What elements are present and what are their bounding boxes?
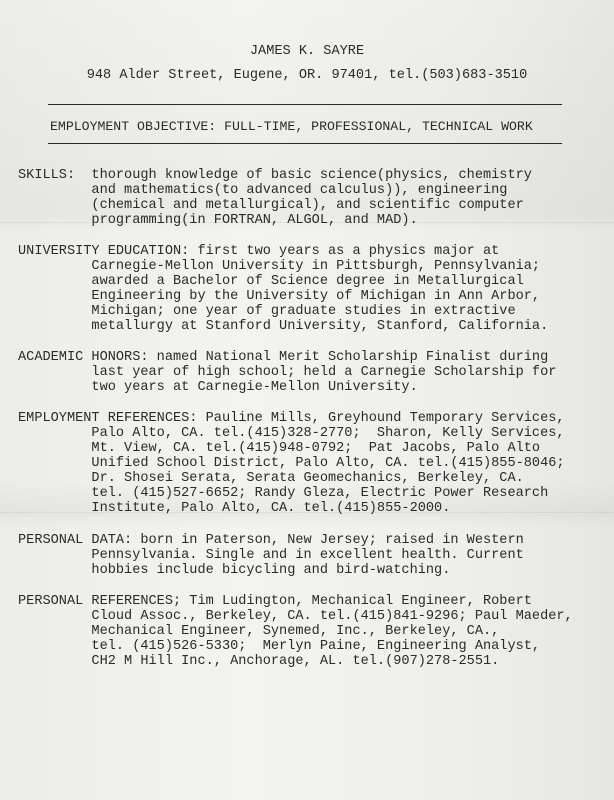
education-line: Carnegie-Mellon University in Pittsburgh, Pennsylvania; [18, 259, 541, 274]
education-line: metallurgy at Stanford University, Stanford, California. [18, 319, 549, 334]
personal-ref-line: PERSONAL REFERENCES; Tim Ludington, Mechanical Engineer, Robert [18, 594, 532, 609]
education-line: UNIVERSITY EDUCATION: first two years as a physics major at [18, 244, 500, 259]
skills-line: and mathematics(to advanced calculus)), engineering [18, 183, 508, 198]
education-line: awarded a Bachelor of Science degree in Metallurgical [18, 274, 524, 289]
applicant-name: JAMES K. SAYRE [249, 44, 365, 59]
honors-line: two years at Carnegie-Mellon University. [18, 380, 418, 395]
personal-ref-line: CH2 M Hill Inc., Anchorage, AL. tel.(907)278-2551. [18, 654, 500, 669]
employment-ref-line: Dr. Shosei Serata, Serata Geomechanics, Berkeley, CA. [18, 471, 524, 486]
personal-data-line: Pennsylvania. Single and in excellent health. Current [18, 548, 524, 563]
personal-ref-line: Cloud Assoc., Berkeley, CA. tel.(415)841-9296; Paul Maeder, [18, 609, 573, 624]
employment-ref-line: EMPLOYMENT REFERENCES: Pauline Mills, Greyhound Temporary Services, [18, 411, 565, 426]
applicant-address: 948 Alder Street, Eugene, OR. 97401, tel.(503)683-3510 [86, 68, 528, 83]
employment-ref-line: Mt. View, CA. tel.(415)948-0792; Pat Jacobs, Palo Alto [18, 441, 541, 456]
employment-ref-line: tel. (415)527-6652; Randy Gleza, Electric Power Research [18, 486, 549, 501]
employment-ref-line: Unified School District, Palo Alto, CA. tel.(415)855-8046; [18, 456, 565, 471]
personal-data-line: PERSONAL DATA: born in Paterson, New Jersey; raised in Western [18, 533, 524, 548]
honors-line: ACADEMIC HONORS: named National Merit Scholarship Finalist during [18, 350, 549, 365]
top-rule [48, 104, 562, 105]
skills-line: (chemical and metallurgical), and scientific computer [18, 198, 524, 213]
personal-data-line: hobbies include bicycling and bird-watching. [18, 563, 451, 578]
honors-line: last year of high school; held a Carnegie Scholarship for [18, 365, 557, 380]
employment-objective: EMPLOYMENT OBJECTIVE: FULL-TIME, PROFESSIONAL, TECHNICAL WORK [50, 119, 533, 134]
personal-ref-line: Mechanical Engineer, Synemed, Inc., Berkeley, CA., [18, 624, 500, 639]
employment-ref-line: Institute, Palo Alto, CA. tel.(415)855-2000. [18, 501, 451, 516]
personal-ref-line: tel. (415)526-5330; Merlyn Paine, Engineering Analyst, [18, 639, 541, 654]
skills-line: programming(in FORTRAN, ALGOL, and MAD). [18, 213, 418, 228]
education-line: Engineering by the University of Michigan in Ann Arbor, [18, 289, 541, 304]
employment-ref-line: Palo Alto, CA. tel.(415)328-2770; Sharon, Kelly Services, [18, 426, 565, 441]
bottom-rule [48, 143, 562, 144]
skills-line: SKILLS: thorough knowledge of basic science(physics, chemistry [18, 168, 532, 183]
education-line: Michigan; one year of graduate studies in extractive [18, 304, 516, 319]
